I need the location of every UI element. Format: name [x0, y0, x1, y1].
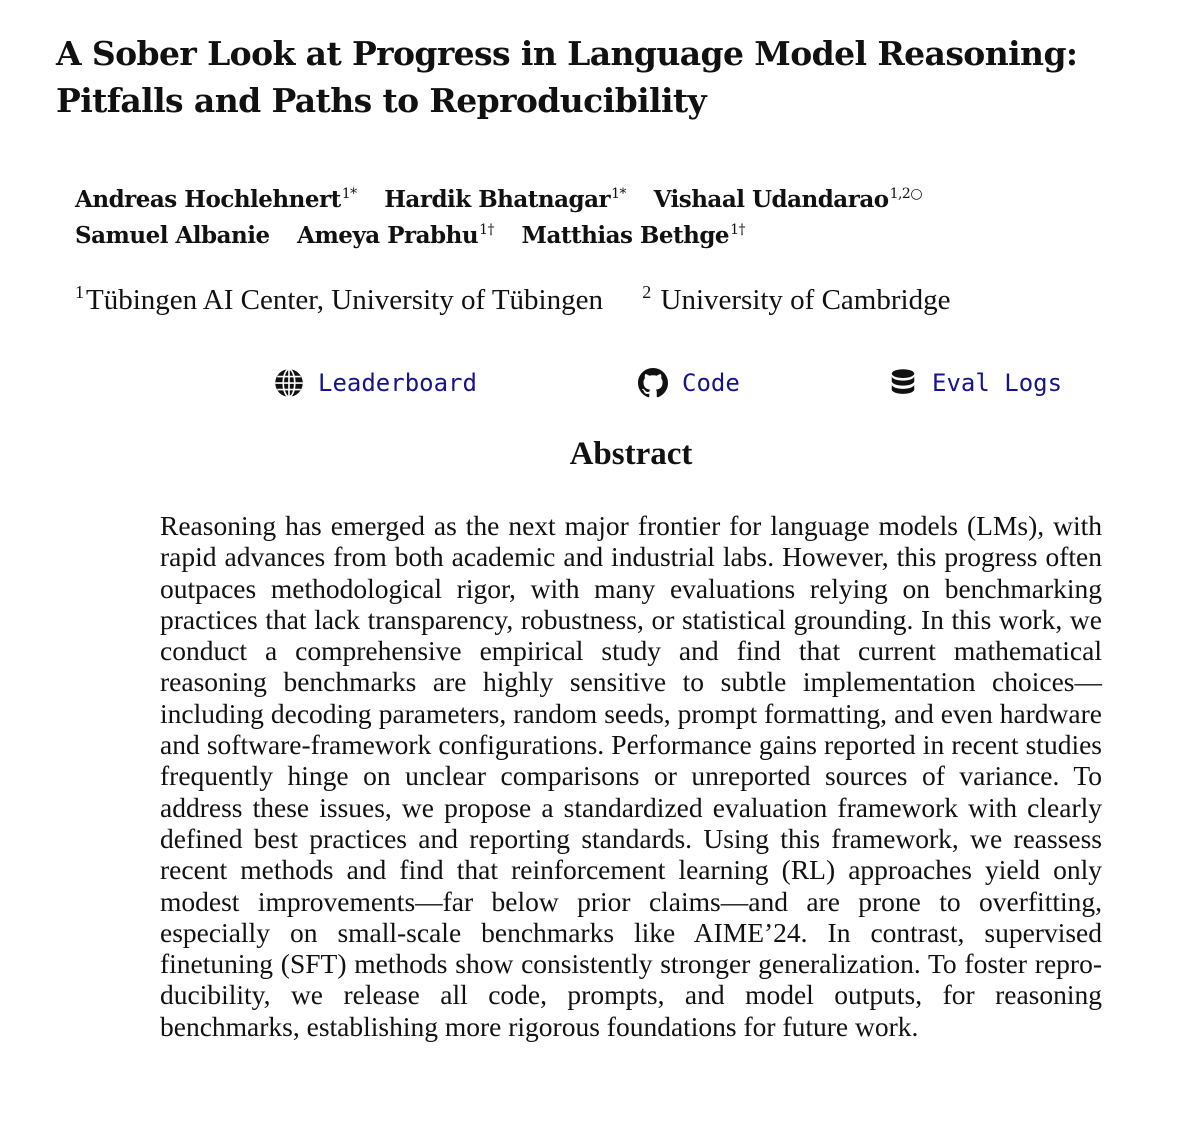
author: [522, 218, 746, 254]
title-line-2: Pitfalls and Paths to Reproducibility: [56, 81, 707, 120]
globe-icon: [274, 368, 304, 398]
code-label: Code: [682, 369, 740, 397]
affiliation: [642, 282, 950, 318]
author: [75, 182, 357, 218]
resource-links: [0, 368, 1200, 408]
leaderboard-label: Leaderboard: [318, 369, 477, 397]
author-mark: 1†: [479, 222, 494, 238]
author-name: Andreas Hochlehnert: [75, 186, 341, 213]
author: [654, 182, 923, 218]
affiliation-name: University of Cambridge: [653, 284, 951, 316]
leaderboard-link[interactable]: [274, 368, 477, 398]
author-name: Ameya Prabhu: [297, 222, 479, 249]
eval-logs-label: Eval Logs: [932, 369, 1063, 397]
author-mark: 1†: [730, 222, 745, 238]
author: [75, 218, 270, 254]
affiliation-name: Tübingen AI Center, University of Tübingen: [86, 284, 603, 316]
affiliations: [75, 282, 982, 318]
database-icon: [888, 368, 918, 398]
abstract-text: Reasoning has emerged as the next major frontier for language models (LMs), with rapid advances from both academic and industrial labs. However, this progress often outpaces methodological rigor, with many evaluations relying on benchmarking practices that lack transparency, robustness, or statistical grounding. In this work, we conduct a comprehensive empirical study and find that current mathematical reasoning benchmarks are highly sensitive to subtle implementation choices—including decoding parameters, random seeds, prompt formatting, and even hardware and software-framework configurations. Performance gains reported in recent studies frequently hinge on unclear comparisons or unreported sources of variance. To address these issues, we propose a standardized evaluation framework with clearly defined best practices and reporting standards. Using this framework, we reassess recent methods and find that reinforcement learning (RL) approaches yield only modest improvements—far below prior claims—and are prone to overfitting, especially on small-scale benchmarks like AIME’24. In contrast, supervised finetuning (SFT) methods show consistently stronger generalization. To foster reproducibility, we release all code, prompts, and model outputs, for reasoning benchmarks, establishing more rigorous foundations for future work.: [160, 510, 1102, 1042]
author-line-2: [75, 218, 942, 254]
github-icon: [638, 368, 668, 398]
title-line-1: A Sober Look at Progress in Language Model Reasoning:: [56, 34, 1078, 73]
eval-logs-link[interactable]: [888, 368, 1062, 398]
author-mark: 1*: [611, 186, 627, 202]
code-link[interactable]: [638, 368, 740, 398]
affiliation: [75, 282, 603, 318]
author-line-1: [75, 182, 942, 218]
author-name: Matthias Bethge: [521, 222, 730, 249]
author-mark: 1,2○: [889, 186, 923, 202]
author-name: Hardik Bhatnagar: [384, 186, 611, 213]
author: [297, 218, 494, 254]
author-name: Samuel Albanie: [75, 222, 270, 249]
affiliation-mark: 1: [75, 282, 84, 302]
author-name: Vishaal Udandarao: [653, 186, 889, 213]
abstract-heading: Abstract: [569, 436, 693, 472]
author-list: [75, 182, 942, 254]
affiliation-mark: 2: [642, 282, 652, 302]
author-mark: 1*: [341, 186, 357, 202]
paper-title: [56, 30, 1176, 124]
author: [384, 182, 626, 218]
